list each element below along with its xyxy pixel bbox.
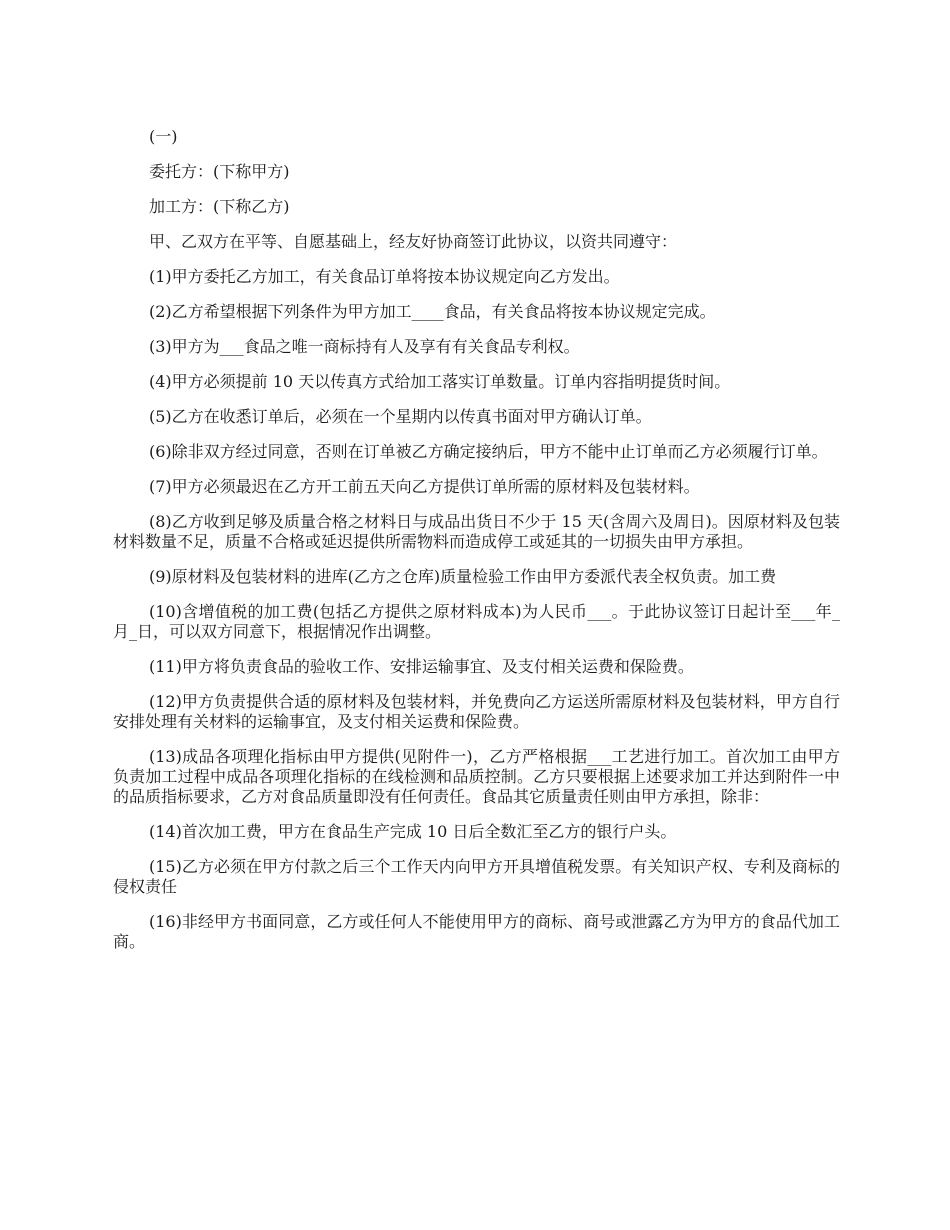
clause-3: (3)甲方为___食品之唯一商标持有人及享有有关食品专利权。 [149, 337, 580, 356]
clause-7: (7)甲方必须最迟在乙方开工前五天向乙方提供订单所需的原材料及包装材料。 [149, 477, 700, 496]
clause-10: (10)含增值税的加工费(包括乙方提供之原材料成本)为人民币___。于此协议签订日起计至___年_月_日，可以双方同意下，根据情况作出调整。 [113, 602, 840, 641]
clause-13: (13)成品各项理化指标由甲方提供(见附件一)，乙方严格根据___工艺进行加工。首次加工由甲方负责加工过程中成品各项理化指标的在线检测和品质控制。乙方只要根据上述要求加工并达到附件一中的品质指标要求，乙方对食品质量即没有任何责任。食品其它质量责任则由甲方承担，除非： [113, 747, 840, 806]
clause-9: (9)原材料及包装材料的进库(乙方之仓库)质量检验工作由甲方委派代表全权负责。加工费 [149, 567, 777, 586]
paragraph-processing-party: 加工方：(下称乙方) [149, 197, 290, 216]
paragraph-section-heading: (一) [149, 127, 178, 146]
clause-12: (12)甲方负责提供合适的原材料及包装材料，并免费向乙方运送所需原材料及包装材料，甲方自行安排处理有关材料的运输事宜，及支付相关运费和保险费。 [113, 692, 840, 731]
clause-15: (15)乙方必须在甲方付款之后三个工作天内向甲方开具增值税发票。有关知识产权、专利及商标的侵权责任 [113, 857, 840, 896]
clause-1: (1)甲方委托乙方加工，有关食品订单将按本协议规定向乙方发出。 [149, 267, 620, 286]
clause-14: (14)首次加工费，甲方在食品生产完成 10 日后全数汇至乙方的银行户头。 [149, 822, 677, 841]
clause-6: (6)除非双方经过同意，否则在订单被乙方确定接纳后，甲方不能中止订单而乙方必须履行订单。 [149, 442, 828, 461]
clause-16: (16)非经甲方书面同意，乙方或任何人不能使用甲方的商标、商号或泄露乙方为甲方的食品代加工商。 [113, 912, 840, 951]
clause-5: (5)乙方在收悉订单后，必须在一个星期内以传真书面对甲方确认订单。 [149, 407, 652, 426]
clause-4: (4)甲方必须提前 10 天以传真方式给加工落实订单数量。订单内容指明提货时间。 [149, 372, 731, 391]
clause-8: (8)乙方收到足够及质量合格之材料日与成品出货日不少于 15 天(含周六及周日)。因原材料及包装材料数量不足，质量不合格或延迟提供所需物料而造成停工或延其的一切损失由甲方承担。 [113, 512, 840, 551]
paragraph-entrusting-party: 委托方：(下称甲方) [149, 162, 290, 181]
clause-2: (2)乙方希望根据下列条件为甲方加工____食品，有关食品将按本协议规定完成。 [149, 302, 716, 321]
paragraph-preamble: 甲、乙双方在平等、自愿基础上，经友好协商签订此协议，以资共同遵守： [149, 232, 678, 251]
clause-11: (11)甲方将负责食品的验收工作、安排运输事宜、及支付相关运费和保险费。 [149, 657, 694, 676]
document-body [113, 127, 840, 967]
